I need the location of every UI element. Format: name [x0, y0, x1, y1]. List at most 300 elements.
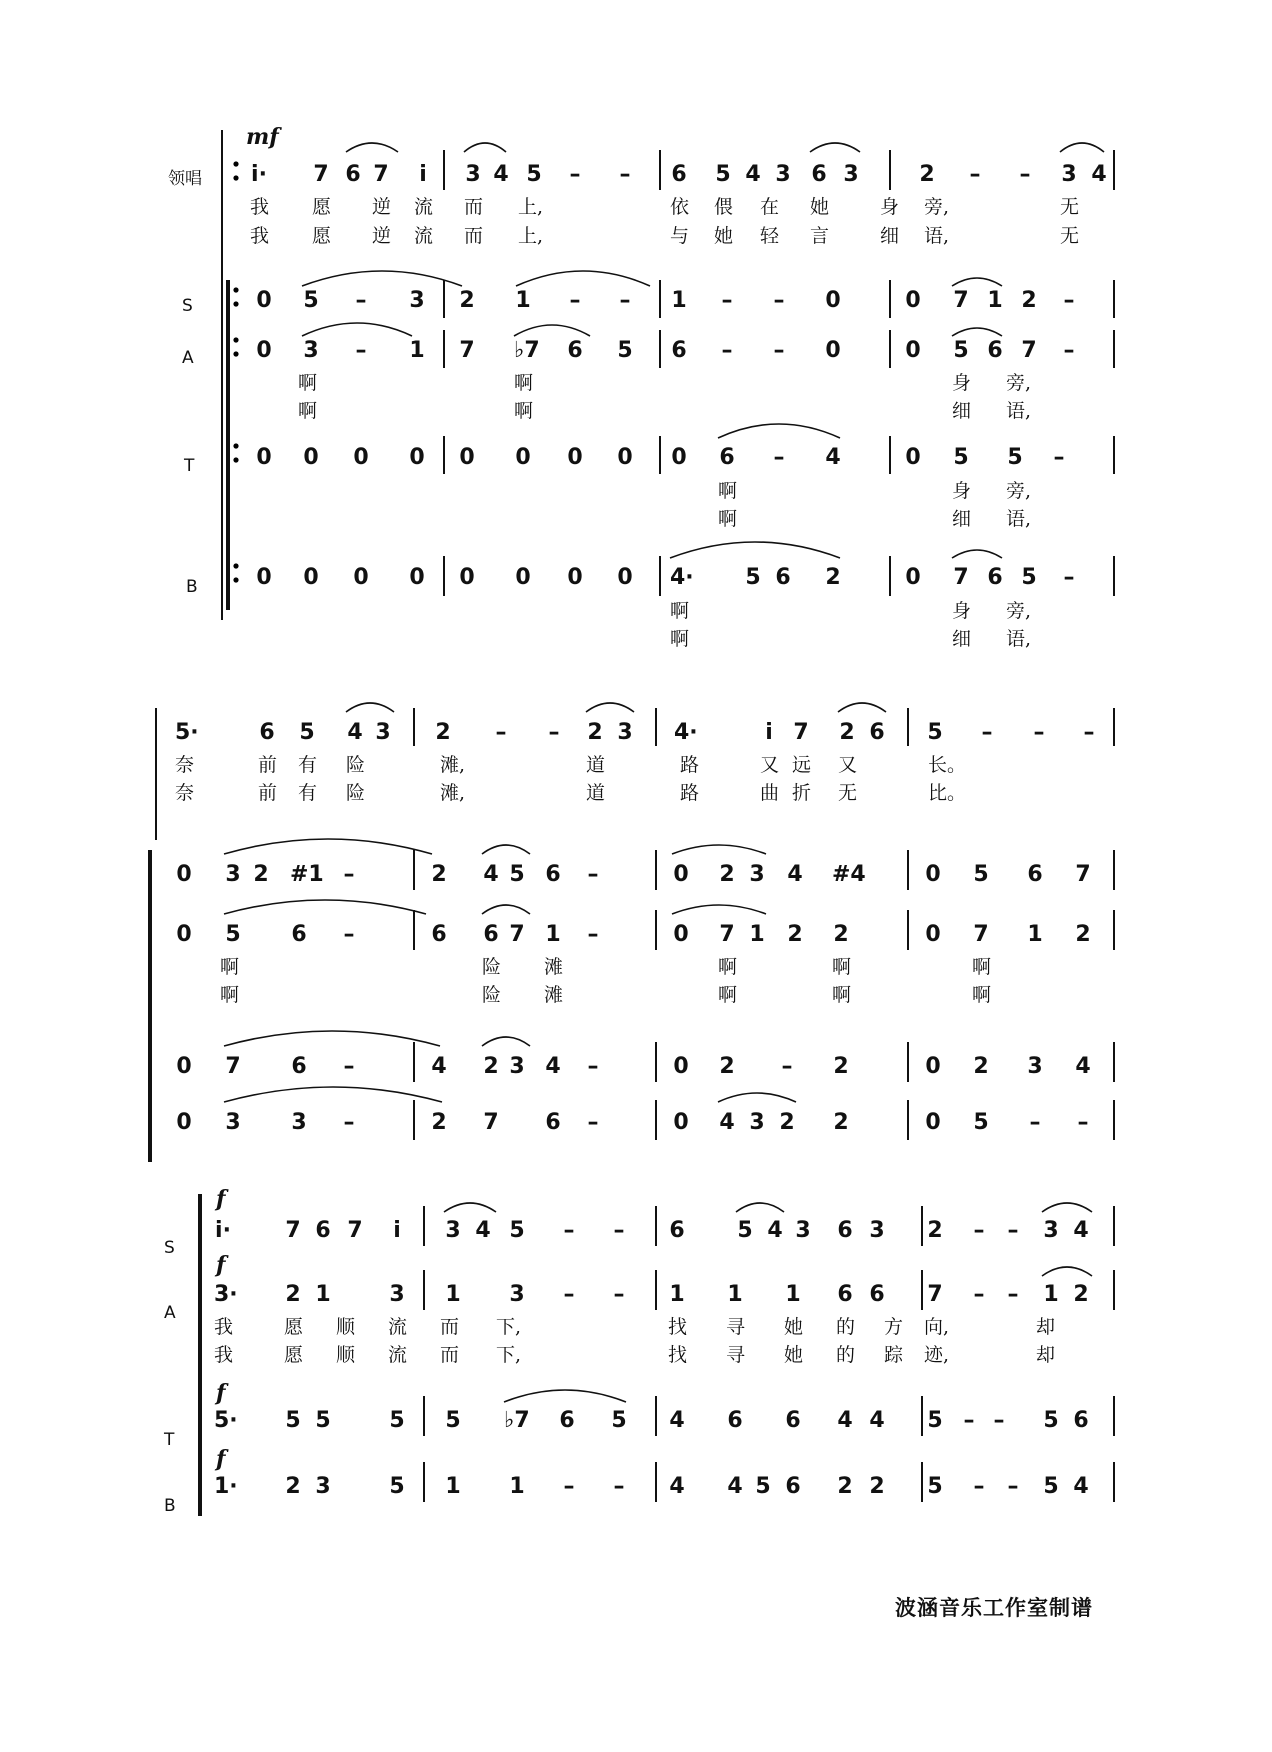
- a-note: –: [355, 338, 367, 363]
- lead-note: 3: [617, 720, 633, 745]
- b-note: 0: [303, 565, 319, 590]
- t-note: 2: [973, 1054, 989, 1079]
- lead-note: 6: [345, 162, 361, 187]
- b-note: 5: [745, 565, 761, 590]
- b-note: –: [1007, 1474, 1019, 1499]
- t-note: 4: [431, 1054, 447, 1079]
- t-note: 0: [459, 445, 475, 470]
- lead-note: –: [495, 720, 507, 745]
- lyric: 找: [668, 1316, 688, 1338]
- part-label-t: T: [184, 456, 195, 476]
- lead-note: 7: [793, 720, 809, 745]
- t-note: 5: [389, 1408, 405, 1433]
- copyright-footer: 波涵音乐工作室制谱: [895, 1595, 1093, 1620]
- lead-lyric: 她: [714, 225, 734, 247]
- s-note: 4: [483, 862, 499, 887]
- lyric: 向,: [924, 1316, 950, 1338]
- lead-lyric: 路: [680, 782, 700, 804]
- lead-note: 4: [347, 720, 363, 745]
- a-lyric: 啊: [298, 400, 318, 422]
- b-note: 1: [509, 1474, 525, 1499]
- lead-lyric: 在: [760, 196, 780, 218]
- lyric: 下,: [496, 1344, 522, 1366]
- lead-lyric: 远: [792, 754, 812, 776]
- lead-note: –: [1019, 162, 1031, 187]
- a-note: 1: [409, 338, 425, 363]
- t-note: 4: [1075, 1054, 1091, 1079]
- lyric: 下,: [496, 1316, 522, 1338]
- a-note: 2: [1075, 922, 1091, 947]
- a-note: 5: [225, 922, 241, 947]
- t-lyric: 细: [952, 508, 972, 530]
- t-note: 6: [559, 1408, 575, 1433]
- a-note: 3: [389, 1282, 405, 1307]
- t-note: 0: [303, 445, 319, 470]
- s-note: –: [973, 1218, 985, 1243]
- s-note: –: [587, 862, 599, 887]
- lyric: 的: [836, 1344, 856, 1366]
- lead-note: 2: [839, 720, 855, 745]
- a-lyric: 滩: [544, 956, 564, 978]
- a-lyric: 啊: [298, 372, 318, 394]
- t-note: 5: [611, 1408, 627, 1433]
- t-note: 2: [483, 1054, 499, 1079]
- s-note: 3: [409, 288, 425, 313]
- b-note: 0: [256, 565, 272, 590]
- lyric: 顺: [336, 1344, 356, 1366]
- a-lyric: 旁,: [1006, 372, 1032, 394]
- lead-note: 3: [375, 720, 391, 745]
- b-note: 6: [775, 565, 791, 590]
- b-note: 0: [905, 565, 921, 590]
- lead-lyric: 言: [810, 225, 830, 247]
- lead-lyric: 滩,: [440, 782, 466, 804]
- b-note: 7: [483, 1110, 499, 1135]
- a-note: 3: [509, 1282, 525, 1307]
- t-note: 5: [1043, 1408, 1059, 1433]
- s-note: –: [613, 1218, 625, 1243]
- b-note: 0: [617, 565, 633, 590]
- a-note: 7: [1021, 338, 1037, 363]
- dynamic-f-s: f: [216, 1186, 226, 1212]
- a-note: 7: [509, 922, 525, 947]
- lyric: 流: [388, 1316, 408, 1338]
- lead-lyric: 险: [346, 782, 366, 804]
- t-note: 0: [256, 445, 272, 470]
- part-label-s: S: [182, 296, 193, 316]
- t-note: ♭7: [504, 1408, 530, 1433]
- lead-lyric: 前: [258, 754, 278, 776]
- b-note: 3: [749, 1110, 765, 1135]
- b-lyric: 啊: [670, 600, 690, 622]
- t-note: 5: [445, 1408, 461, 1433]
- a-note: –: [1007, 1282, 1019, 1307]
- a-note: 1: [727, 1282, 743, 1307]
- lead-note: 6: [259, 720, 275, 745]
- b-note: –: [1063, 565, 1075, 590]
- b-note: 4·: [670, 565, 694, 590]
- lyric: 找: [668, 1344, 688, 1366]
- t-note: 5: [953, 445, 969, 470]
- t-note: –: [773, 445, 785, 470]
- lyric: 愿: [284, 1316, 304, 1338]
- lead-note: 3: [775, 162, 791, 187]
- s-note: 1: [987, 288, 1003, 313]
- s-note: 0: [176, 862, 192, 887]
- s-note: 4: [475, 1218, 491, 1243]
- t-note: 4: [837, 1408, 853, 1433]
- a-note: 7: [973, 922, 989, 947]
- s-note: 5: [737, 1218, 753, 1243]
- lead-note: 2: [435, 720, 451, 745]
- a-note: 6: [483, 922, 499, 947]
- t-note: 5·: [214, 1408, 238, 1433]
- lead-lyric: 长。: [928, 754, 967, 776]
- a-note: –: [587, 922, 599, 947]
- b-lyric: 啊: [670, 628, 690, 650]
- lead-lyric: 而: [464, 196, 484, 218]
- a-note: 0: [256, 338, 272, 363]
- s-note: 3: [225, 862, 241, 887]
- lyric: 顺: [336, 1316, 356, 1338]
- s-note: #1: [290, 862, 324, 887]
- lead-lyric: 道: [586, 754, 606, 776]
- lead-lyric: 我: [250, 225, 270, 247]
- b-note: –: [973, 1474, 985, 1499]
- s-note: #4: [832, 862, 866, 887]
- b-note: –: [1077, 1110, 1089, 1135]
- a-lyric: 啊: [972, 984, 992, 1006]
- a-note: 0: [825, 338, 841, 363]
- dynamic-f-a: f: [216, 1252, 226, 1278]
- lead-lyric: 险: [346, 754, 366, 776]
- a-lyric: 啊: [514, 372, 534, 394]
- a-note: –: [1063, 338, 1075, 363]
- s-note: 3: [749, 862, 765, 887]
- a-note: 6: [869, 1282, 885, 1307]
- b-note: 5: [389, 1474, 405, 1499]
- a-note: –: [563, 1282, 575, 1307]
- a-note: 6: [837, 1282, 853, 1307]
- t-note: 6: [719, 445, 735, 470]
- t-note: 3: [1027, 1054, 1043, 1079]
- a-note: 6: [987, 338, 1003, 363]
- s-note: 7: [1075, 862, 1091, 887]
- lead-lyric: 折: [792, 782, 812, 804]
- a-lyric: 啊: [832, 956, 852, 978]
- lead-note: –: [619, 162, 631, 187]
- lead-note: –: [1033, 720, 1045, 745]
- lyric: 愿: [284, 1344, 304, 1366]
- lead-lyric: 奈: [175, 782, 195, 804]
- lead-lyric: 无: [1060, 196, 1080, 218]
- dynamic-f-t: f: [216, 1380, 226, 1406]
- t-note: 5: [315, 1408, 331, 1433]
- a-note: 2: [833, 922, 849, 947]
- a-lyric: 啊: [514, 400, 534, 422]
- t-note: –: [781, 1054, 793, 1079]
- lead-lyric: 又: [760, 754, 780, 776]
- t-note: –: [963, 1408, 975, 1433]
- dynamic-mf: mf: [246, 124, 279, 150]
- b-note: 0: [925, 1110, 941, 1135]
- s-note: –: [569, 288, 581, 313]
- s-note: –: [563, 1218, 575, 1243]
- a-note: 6: [431, 922, 447, 947]
- lead-lyric: 流: [414, 196, 434, 218]
- s-note: 0: [256, 288, 272, 313]
- s-note: 6: [315, 1218, 331, 1243]
- t-note: 5: [1007, 445, 1023, 470]
- part-label-lead: 领唱: [168, 169, 202, 189]
- s-note: 6: [1027, 862, 1043, 887]
- t-note: 0: [353, 445, 369, 470]
- lyric: 而: [440, 1316, 460, 1338]
- lead-lyric: 曲: [760, 782, 780, 804]
- lead-note: 6: [811, 162, 827, 187]
- a-lyric: 啊: [832, 984, 852, 1006]
- b-note: 0: [176, 1110, 192, 1135]
- b-note: –: [587, 1110, 599, 1135]
- lyric: 踪: [884, 1344, 904, 1366]
- b-note: 3: [225, 1110, 241, 1135]
- s-note: 5: [303, 288, 319, 313]
- a-lyric: 细: [952, 400, 972, 422]
- a-note: –: [721, 338, 733, 363]
- s-note: 2: [927, 1218, 943, 1243]
- a-note: 6: [291, 922, 307, 947]
- b-note: 2: [285, 1474, 301, 1499]
- s-note: 2: [719, 862, 735, 887]
- lead-lyric: 路: [680, 754, 700, 776]
- lead-note: –: [548, 720, 560, 745]
- a-note: 6: [567, 338, 583, 363]
- lead-note: 2: [587, 720, 603, 745]
- b-note: 0: [409, 565, 425, 590]
- a-note: 1: [1043, 1282, 1059, 1307]
- b-note: 4: [1073, 1474, 1089, 1499]
- b-note: 6: [987, 565, 1003, 590]
- s-note: 2: [253, 862, 269, 887]
- lyric: 我: [214, 1316, 234, 1338]
- lyric: 却: [1036, 1344, 1056, 1366]
- a-note: ♭7: [514, 338, 540, 363]
- lead-lyric: 无: [1060, 225, 1080, 247]
- b-note: 2: [825, 565, 841, 590]
- lead-lyric: 与: [670, 225, 690, 247]
- a-note: 0: [176, 922, 192, 947]
- lead-note: 2: [919, 162, 935, 187]
- t-note: 0: [925, 1054, 941, 1079]
- s-note: –: [355, 288, 367, 313]
- lead-note: 6: [671, 162, 687, 187]
- lyric: 而: [440, 1344, 460, 1366]
- t-note: –: [343, 1054, 355, 1079]
- b-note: 4: [727, 1474, 743, 1499]
- lead-note: 4·: [674, 720, 698, 745]
- b-note: 5: [755, 1474, 771, 1499]
- lead-note: 5: [927, 720, 943, 745]
- lyric: 却: [1036, 1316, 1056, 1338]
- lead-note: 3: [1061, 162, 1077, 187]
- a-lyric: 啊: [220, 984, 240, 1006]
- lead-lyric: 愿: [312, 225, 332, 247]
- a-note: 1: [545, 922, 561, 947]
- t-note: 0: [409, 445, 425, 470]
- lyric: 寻: [726, 1344, 746, 1366]
- t-note: 5: [285, 1408, 301, 1433]
- t-note: 0: [671, 445, 687, 470]
- a-lyric: 身: [952, 372, 972, 394]
- lead-lyric: 道: [586, 782, 606, 804]
- b-note: 1: [445, 1474, 461, 1499]
- t-note: 2: [719, 1054, 735, 1079]
- s-note: 4: [767, 1218, 783, 1243]
- part-label-b: B: [186, 577, 198, 597]
- b-note: 6: [785, 1474, 801, 1499]
- dynamic-f-b: f: [216, 1446, 226, 1472]
- part-label-s3: S: [164, 1238, 175, 1258]
- lead-note: i: [419, 162, 427, 187]
- b-note: 2: [837, 1474, 853, 1499]
- t-note: 0: [673, 1054, 689, 1079]
- a-note: 0: [905, 338, 921, 363]
- b-note: 7: [953, 565, 969, 590]
- b-note: 0: [459, 565, 475, 590]
- s-note: 3: [795, 1218, 811, 1243]
- s-note: 0: [905, 288, 921, 313]
- a-note: –: [613, 1282, 625, 1307]
- lead-lyric: 依: [670, 196, 690, 218]
- lyric: 的: [836, 1316, 856, 1338]
- lead-lyric: 细: [880, 225, 900, 247]
- lead-lyric: 前: [258, 782, 278, 804]
- b-note: 0: [567, 565, 583, 590]
- t-note: 5: [927, 1408, 943, 1433]
- b-note: 5: [973, 1110, 989, 1135]
- a-lyric: 啊: [718, 956, 738, 978]
- t-note: 4: [669, 1408, 685, 1433]
- s-note: –: [1007, 1218, 1019, 1243]
- a-note: 1: [669, 1282, 685, 1307]
- s-note: 1: [515, 288, 531, 313]
- s-note: i·: [215, 1218, 231, 1243]
- t-note: 4: [545, 1054, 561, 1079]
- a-note: 0: [925, 922, 941, 947]
- lead-lyric: 又: [838, 754, 858, 776]
- lead-lyric: 旁,: [924, 196, 950, 218]
- t-note: 7: [225, 1054, 241, 1079]
- b-note: 4: [669, 1474, 685, 1499]
- b-note: 0: [515, 565, 531, 590]
- b-note: 5: [1043, 1474, 1059, 1499]
- lead-lyric: 我: [250, 196, 270, 218]
- s-note: 7: [285, 1218, 301, 1243]
- s-note: 2: [459, 288, 475, 313]
- b-note: 5: [927, 1474, 943, 1499]
- lead-lyric: 偎: [714, 196, 734, 218]
- a-note: 1: [749, 922, 765, 947]
- lead-lyric: 滩,: [440, 754, 466, 776]
- a-note: 1: [445, 1282, 461, 1307]
- lead-lyric: 比。: [928, 782, 967, 804]
- t-lyric: 啊: [718, 508, 738, 530]
- lead-lyric: 有: [298, 782, 318, 804]
- s-note: –: [343, 862, 355, 887]
- a-lyric: 滩: [544, 984, 564, 1006]
- t-note: –: [993, 1408, 1005, 1433]
- lead-lyric: 语,: [924, 225, 950, 247]
- a-lyric: 险: [482, 956, 502, 978]
- t-note: 4: [825, 445, 841, 470]
- s-note: –: [1063, 288, 1075, 313]
- lead-note: –: [981, 720, 993, 745]
- a-note: 7: [459, 338, 475, 363]
- t-note: 6: [1073, 1408, 1089, 1433]
- s-note: –: [619, 288, 631, 313]
- lead-note: 3: [465, 162, 481, 187]
- t-note: –: [587, 1054, 599, 1079]
- s-note: 3: [445, 1218, 461, 1243]
- a-note: 5: [617, 338, 633, 363]
- s-note: 6: [669, 1218, 685, 1243]
- lead-note: –: [969, 162, 981, 187]
- lyric: 方: [884, 1316, 904, 1338]
- b-note: 0: [353, 565, 369, 590]
- s-note: 5: [509, 1218, 525, 1243]
- b-note: –: [343, 1110, 355, 1135]
- t-lyric: 身: [952, 480, 972, 502]
- lyric: 她: [784, 1316, 804, 1338]
- b-note: 3: [315, 1474, 331, 1499]
- lead-note: 5: [299, 720, 315, 745]
- t-note: 2: [833, 1054, 849, 1079]
- a-note: 3·: [214, 1282, 238, 1307]
- a-note: –: [343, 922, 355, 947]
- t-lyric: 旁,: [1006, 480, 1032, 502]
- t-lyric: 语,: [1006, 508, 1032, 530]
- part-label-t3: T: [164, 1430, 175, 1450]
- s-note: 4: [787, 862, 803, 887]
- lyric: 她: [784, 1344, 804, 1366]
- a-note: 2: [787, 922, 803, 947]
- b-note: 4: [719, 1110, 735, 1135]
- lead-note: –: [569, 162, 581, 187]
- a-note: 7: [719, 922, 735, 947]
- s-note: 3: [1043, 1218, 1059, 1243]
- s-note: 1: [671, 288, 687, 313]
- s-note: 0: [825, 288, 841, 313]
- lead-note: 7: [373, 162, 389, 187]
- a-note: 1: [785, 1282, 801, 1307]
- a-note: 5: [953, 338, 969, 363]
- lead-lyric: 而: [464, 225, 484, 247]
- lead-note: 5·: [175, 720, 199, 745]
- lyric: 寻: [726, 1316, 746, 1338]
- lyric: 我: [214, 1344, 234, 1366]
- s-note: 2: [1021, 288, 1037, 313]
- b-note: 0: [673, 1110, 689, 1135]
- lead-note: 3: [843, 162, 859, 187]
- b-note: 2: [779, 1110, 795, 1135]
- a-lyric: 啊: [220, 956, 240, 978]
- b-note: –: [613, 1474, 625, 1499]
- b-note: 2: [833, 1110, 849, 1135]
- a-note: 2: [1073, 1282, 1089, 1307]
- s-note: 6: [545, 862, 561, 887]
- t-note: 0: [515, 445, 531, 470]
- part-label-a3: A: [164, 1303, 176, 1323]
